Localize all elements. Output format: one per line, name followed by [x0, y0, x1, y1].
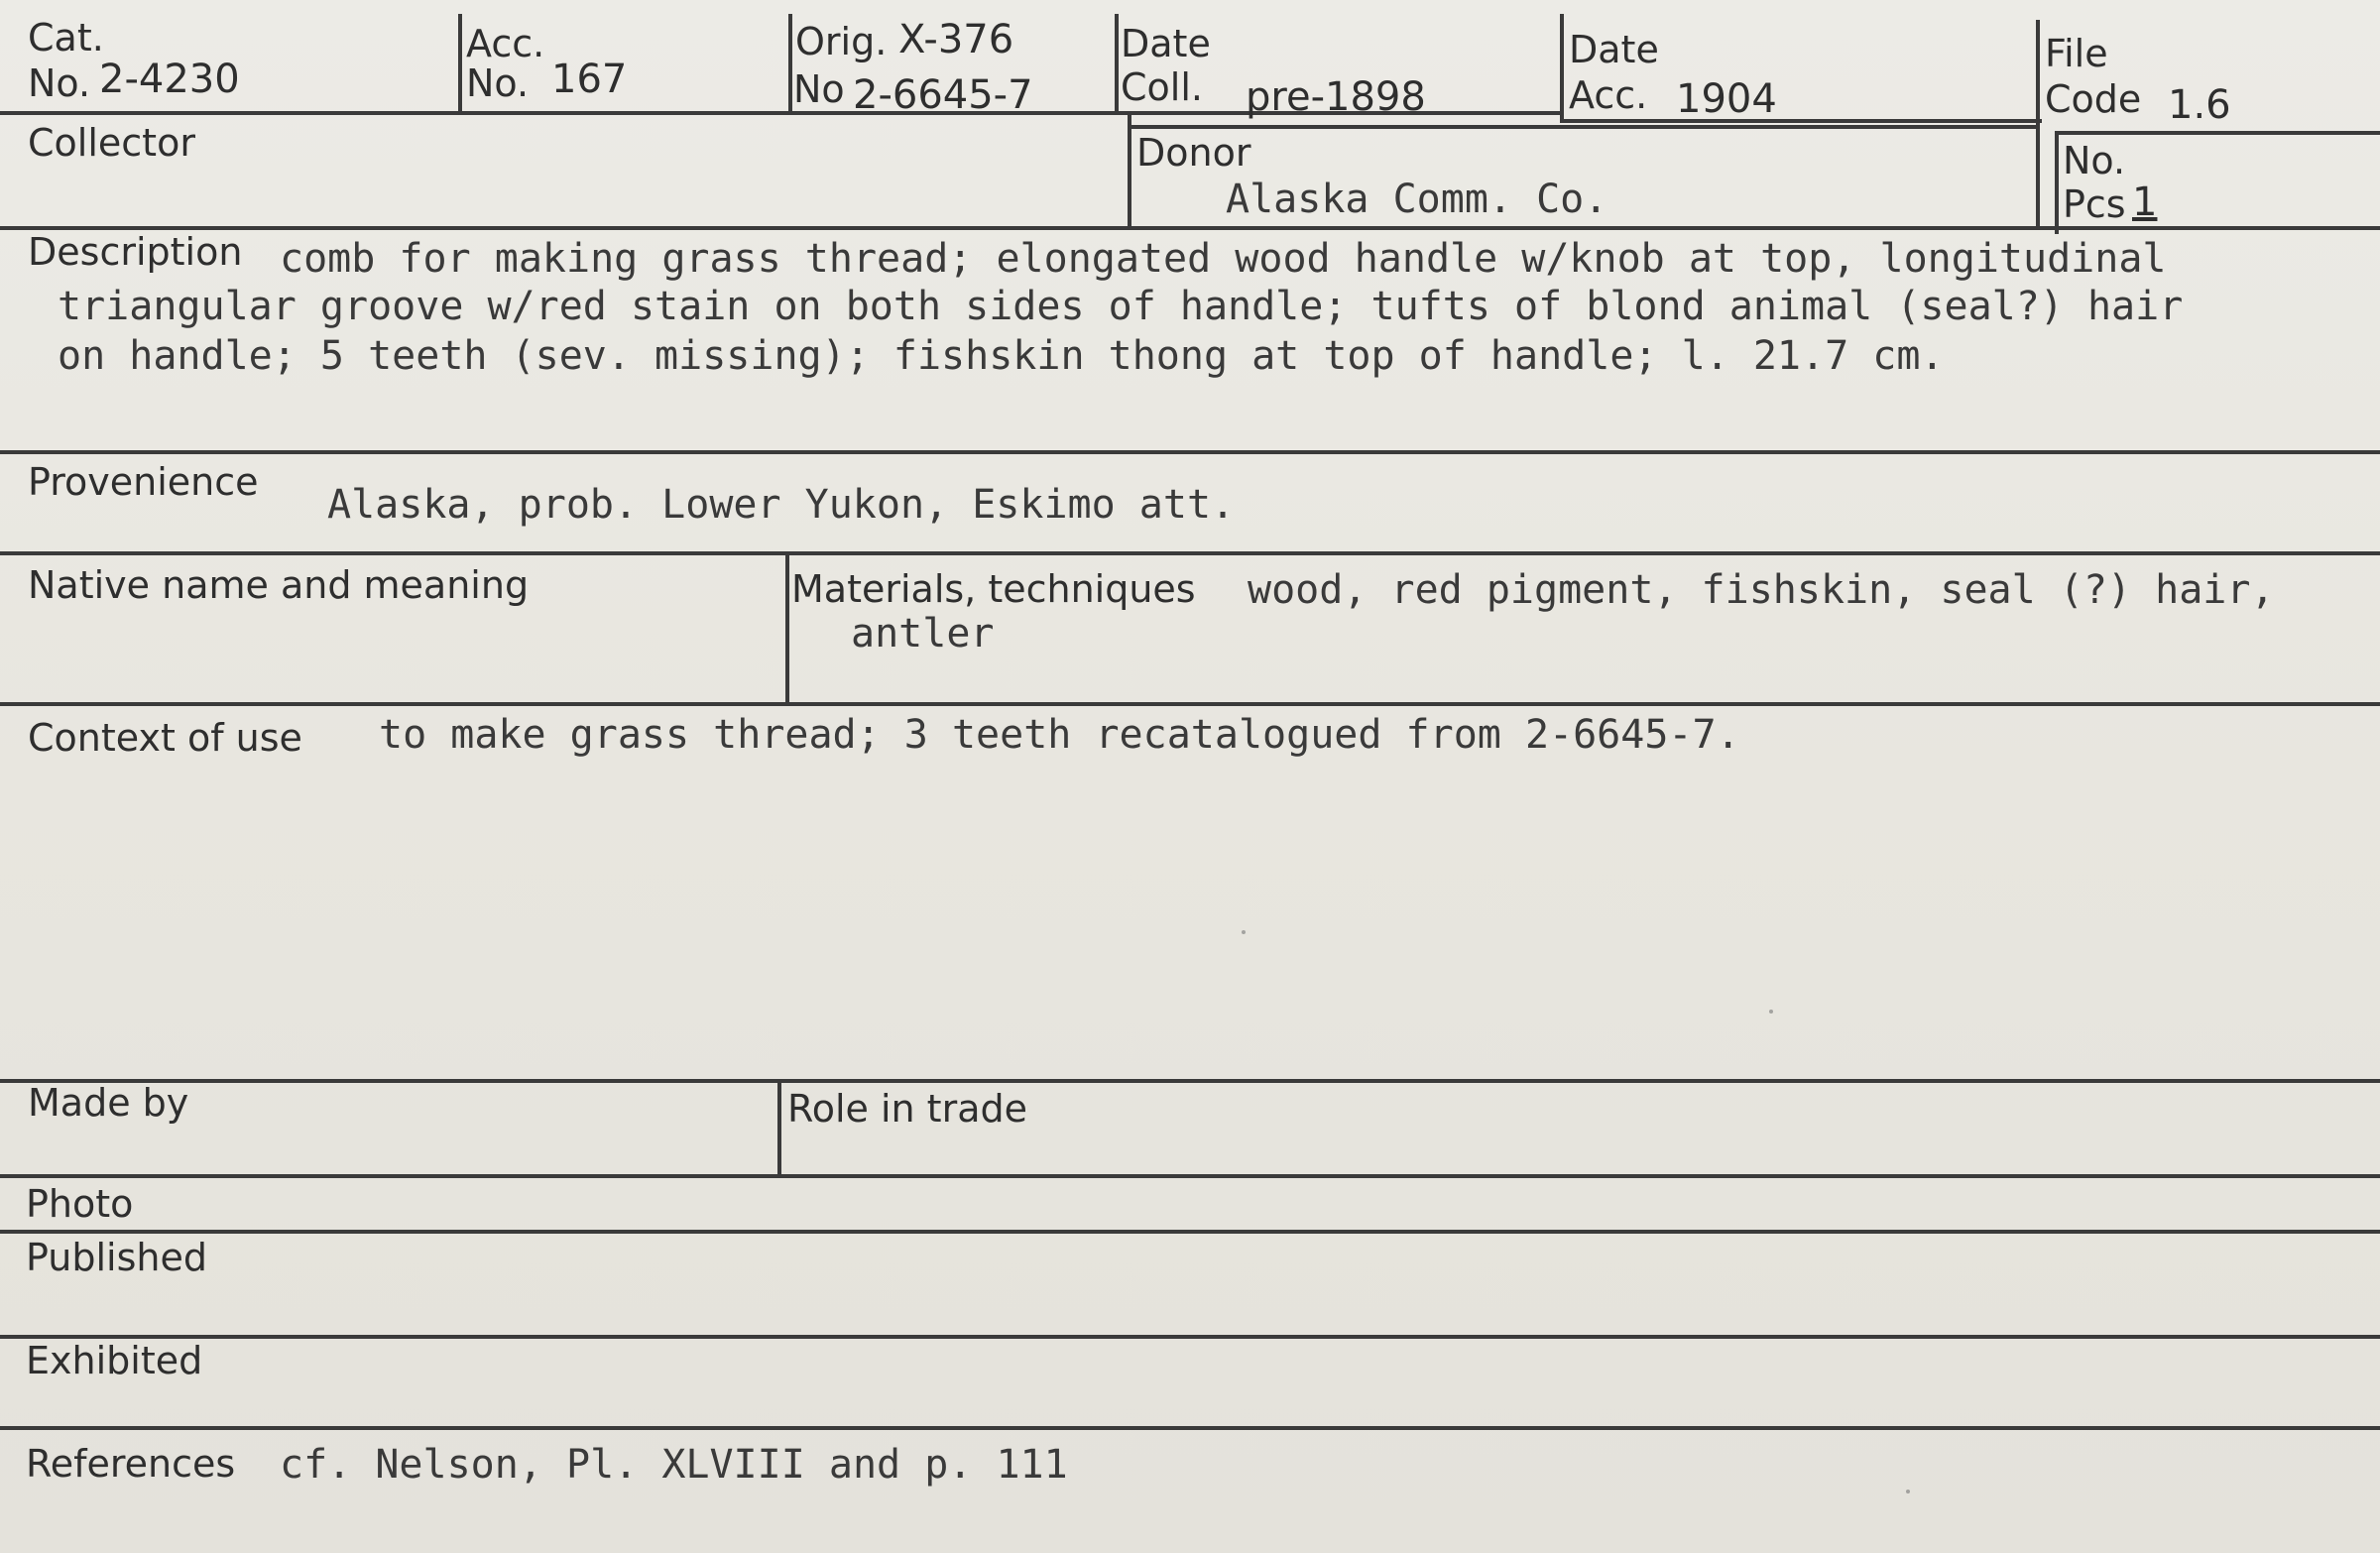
- divider: [2055, 131, 2059, 234]
- references-value: cf. Nelson, Pl. XLVIII and p. 111: [280, 1442, 1068, 1488]
- date-acc-label: Date: [1569, 28, 1659, 71]
- divider: [0, 226, 2380, 230]
- role-in-trade-label: Role in trade: [787, 1087, 1027, 1131]
- divider: [777, 1079, 781, 1178]
- made-by-label: Made by: [28, 1081, 189, 1125]
- divider: [0, 1079, 2380, 1083]
- divider: [1560, 119, 2042, 123]
- file-code-label: Code: [2045, 77, 2142, 121]
- native-name-label: Native name and meaning: [28, 563, 530, 607]
- divider: [0, 702, 2380, 706]
- cat-no-label: No.: [28, 61, 91, 105]
- divider: [788, 14, 792, 113]
- donor-value: Alaska Comm. Co.: [1226, 177, 1608, 222]
- divider: [1115, 14, 1119, 113]
- divider: [0, 1230, 2380, 1234]
- acc-label: Acc.: [466, 22, 545, 65]
- divider: [0, 1174, 2380, 1178]
- divider: [785, 551, 789, 706]
- exhibited-label: Exhibited: [26, 1339, 203, 1382]
- pieces-value: 1: [2132, 179, 2158, 225]
- context-value: to make grass thread; 3 teeth recatalogued from 2-6645-7.: [379, 712, 1740, 758]
- materials-label: Materials, techniques: [791, 567, 1196, 611]
- pieces-no-label: No.: [2063, 139, 2126, 182]
- orig-no-label: No: [793, 67, 845, 111]
- acc-no-label: No.: [466, 61, 530, 105]
- collector-label: Collector: [28, 121, 195, 165]
- references-label: References: [26, 1442, 236, 1486]
- description-line-3: on handle; 5 teeth (sev. missing); fishskin thong at top of handle; l. 21.7 cm.: [58, 333, 1945, 379]
- paper-speck: [1906, 1490, 1910, 1493]
- published-label: Published: [26, 1236, 207, 1279]
- materials-line-1: wood, red pigment, fishskin, seal (?) hair,: [1248, 567, 2275, 613]
- context-label: Context of use: [28, 716, 302, 760]
- materials-line-2: antler: [851, 611, 995, 657]
- file-label: File: [2045, 32, 2108, 75]
- description-line-1: comb for making grass thread; elongated wood handle w/knob at top, longitudinal: [280, 236, 2167, 282]
- provenience-label: Provenience: [28, 460, 259, 504]
- divider: [2055, 131, 2380, 135]
- date-coll-label-2: Coll.: [1121, 65, 1203, 109]
- date-coll-label: Date: [1121, 22, 1211, 65]
- date-acc-value: 1904: [1676, 76, 1777, 122]
- paper-speck: [1769, 1010, 1773, 1014]
- date-acc-label-2: Acc.: [1569, 73, 1648, 117]
- divider: [0, 450, 2380, 454]
- divider: [0, 1335, 2380, 1339]
- cat-label: Cat.: [28, 16, 104, 60]
- orig-value: X-376: [898, 17, 1014, 62]
- divider: [458, 14, 462, 113]
- paper-speck: [1242, 930, 1246, 934]
- orig-no-value: 2-6645-7: [853, 72, 1033, 118]
- orig-label: Orig.: [795, 20, 888, 63]
- file-code-value: 1.6: [2168, 82, 2231, 128]
- divider: [1560, 14, 1564, 121]
- description-line-2: triangular groove w/red stain on both sides of handle; tufts of blond animal (seal?) hair: [58, 284, 2184, 329]
- photo-label: Photo: [26, 1182, 134, 1226]
- date-coll-value: pre-1898: [1246, 74, 1426, 120]
- divider: [1128, 111, 1131, 228]
- description-label: Description: [28, 230, 243, 274]
- pieces-pcs-label: Pcs: [2063, 182, 2126, 226]
- divider: [0, 1426, 2380, 1430]
- divider: [0, 551, 2380, 555]
- divider: [1130, 125, 2039, 129]
- provenience-value: Alaska, prob. Lower Yukon, Eskimo att.: [327, 482, 1236, 528]
- cat-no-value: 2-4230: [99, 57, 240, 102]
- acc-no-value: 167: [551, 57, 628, 102]
- donor-label: Donor: [1136, 131, 1251, 175]
